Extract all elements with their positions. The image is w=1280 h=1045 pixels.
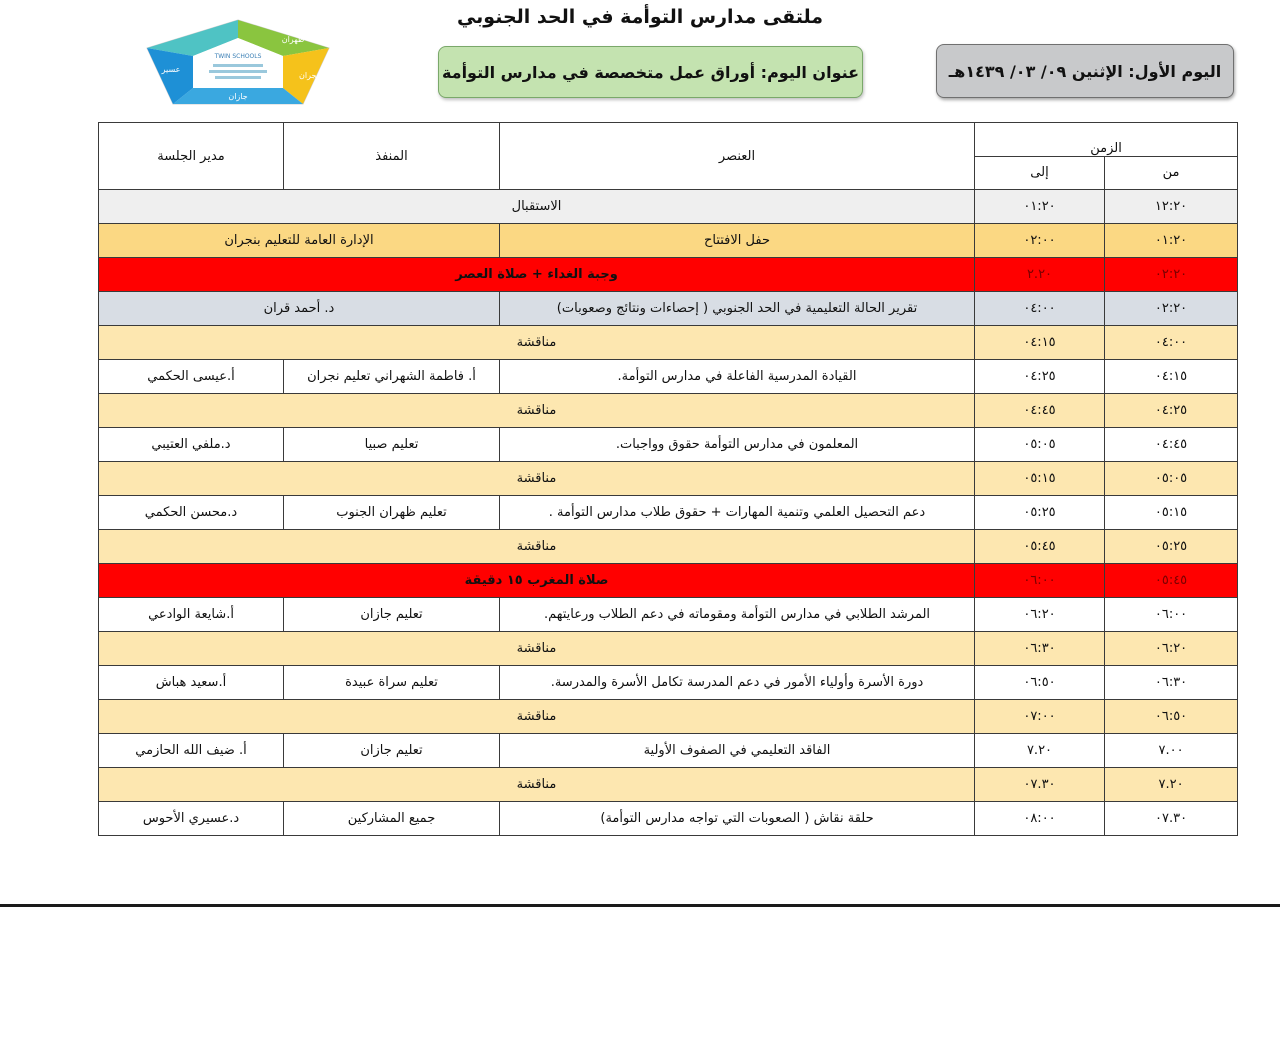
time-to: ٠٢:٠٠ — [975, 224, 1105, 258]
executor-cell: جميع المشاركين — [284, 802, 500, 836]
time-to: ٠٤:٢٥ — [975, 360, 1105, 394]
time-to: ٠٦:٣٠ — [975, 632, 1105, 666]
table-row — [99, 632, 1238, 666]
time-to: ٠٦:٢٠ — [975, 598, 1105, 632]
executor-cell: تعليم ظهران الجنوب — [284, 496, 500, 530]
table-row — [99, 598, 1238, 632]
item-cell: دورة الأسرة وأولياء الأمور في دعم المدرسة تكامل الأسرة والمدرسة. — [500, 666, 975, 700]
moderator-cell: د.محسن الحكمي — [99, 496, 284, 530]
day-topic-text: عنوان اليوم: أوراق عمل متخصصة في مدارس التوأمة — [441, 62, 860, 82]
moderator-cell: د.عسيري الأحوس — [99, 802, 284, 836]
time-to: ٠٧.٣٠ — [975, 768, 1105, 802]
day-date-box — [936, 44, 1234, 98]
table-row — [99, 666, 1238, 700]
time-to: ٠٨:٠٠ — [975, 802, 1105, 836]
time-from: ٧.٠٠ — [1105, 734, 1238, 768]
time-from: ٠١:٢٠ — [1105, 224, 1238, 258]
table-row — [99, 564, 1238, 598]
item-cell: مناقشة — [99, 530, 975, 564]
executor-cell: الإدارة العامة للتعليم بنجران — [99, 224, 500, 258]
item-cell: مناقشة — [99, 394, 975, 428]
item-cell: المرشد الطلابي في مدارس التوأمة ومقوماته في دعم الطلاب ورعايتهم. — [500, 598, 975, 632]
table-row — [99, 190, 1238, 224]
time-from: ٠٦:٠٠ — [1105, 598, 1238, 632]
table-row — [99, 462, 1238, 496]
item-cell: حفل الافتتاح — [500, 224, 975, 258]
moderator-cell: أ.شايعة الوادعي — [99, 598, 284, 632]
time-to: ٠٤:٠٠ — [975, 292, 1105, 326]
item-cell: دعم التحصيل العلمي وتنمية المهارات + حقوق طلاب مدارس التوأمة . — [500, 496, 975, 530]
table-row — [99, 700, 1238, 734]
time-from: ٠٥:١٥ — [1105, 496, 1238, 530]
executor-cell: تعليم جازان — [284, 598, 500, 632]
time-to: ٠٥:٠٥ — [975, 428, 1105, 462]
schedule-table — [98, 122, 1238, 836]
svg-text:TWIN SCHOOLS: TWIN SCHOOLS — [214, 53, 262, 60]
day-topic-box — [438, 46, 863, 98]
time-from: ٠٧.٣٠ — [1105, 802, 1238, 836]
item-cell: مناقشة — [99, 326, 975, 360]
table-row — [99, 768, 1238, 802]
header-item: العنصر — [500, 123, 975, 190]
logo-label-4: ظهران — [281, 35, 305, 44]
table-row — [99, 428, 1238, 462]
bottom-divider — [0, 904, 1280, 907]
header-moderator: مدير الجلسة — [99, 123, 284, 190]
table-row — [99, 530, 1238, 564]
moderator-cell: د.ملفي العتيبي — [99, 428, 284, 462]
table-row — [99, 258, 1238, 292]
table-row — [99, 292, 1238, 326]
table-row — [99, 734, 1238, 768]
header-executor: المنفذ — [284, 123, 500, 190]
item-cell: مناقشة — [99, 700, 975, 734]
table-row — [99, 326, 1238, 360]
item-cell: الفاقد التعليمي في الصفوف الأولية — [500, 734, 975, 768]
time-from: ١٢:٢٠ — [1105, 190, 1238, 224]
time-from: ٠٤:٢٥ — [1105, 394, 1238, 428]
executor-cell: تعليم جازان — [284, 734, 500, 768]
time-to: ٠٦:٥٠ — [975, 666, 1105, 700]
executor-cell: تعليم صبيا — [284, 428, 500, 462]
item-cell: وجبة الغداء + صلاة العصر — [99, 258, 975, 292]
time-from: ٠٦:٥٠ — [1105, 700, 1238, 734]
header-from: من — [1105, 156, 1238, 190]
time-to: ٠٤:١٥ — [975, 326, 1105, 360]
table-row — [99, 802, 1238, 836]
time-to: ٠١:٢٠ — [975, 190, 1105, 224]
logo-label-2: جازان — [228, 92, 248, 101]
item-cell: مناقشة — [99, 768, 975, 802]
time-from: ٠٢:٢٠ — [1105, 258, 1238, 292]
item-cell: الاستقبال — [99, 190, 975, 224]
time-from: ٠٥:٢٥ — [1105, 530, 1238, 564]
forum-logo-icon — [143, 18, 333, 108]
executor-cell: د. أحمد قران — [99, 292, 500, 326]
time-to: ٠٦:٠٠ — [975, 564, 1105, 598]
time-from: ٠٤:٤٥ — [1105, 428, 1238, 462]
executor-cell: أ. فاطمة الشهراني تعليم نجران — [284, 360, 500, 394]
time-to: ٠٧:٠٠ — [975, 700, 1105, 734]
item-cell: تقرير الحالة التعليمية في الحد الجنوبي ( إحصاءات ونتائج وصعوبات) — [500, 292, 975, 326]
item-cell: حلقة نقاش ( الصعوبات التي تواجه مدارس التوأمة) — [500, 802, 975, 836]
moderator-cell: أ. ضيف الله الحازمي — [99, 734, 284, 768]
time-from: ٠٤:٠٠ — [1105, 326, 1238, 360]
page-title: ملتقى مدارس التوأمة في الحد الجنوبي — [456, 6, 824, 28]
table-row — [99, 496, 1238, 530]
time-to: ٢.٢٠ — [975, 258, 1105, 292]
time-to: ٠٥:٤٥ — [975, 530, 1105, 564]
item-cell: مناقشة — [99, 632, 975, 666]
logo-label-3: عسير — [161, 65, 181, 74]
table-row — [99, 224, 1238, 258]
header-time: الزمن — [975, 123, 1238, 157]
item-cell: القيادة المدرسية الفاعلة في مدارس التوأمة. — [500, 360, 975, 394]
time-from: ٠٤:١٥ — [1105, 360, 1238, 394]
table-row — [99, 394, 1238, 428]
day-date-text: اليوم الأول: الإثنين ٠٩/ ٠٣/ ١٤٣٩هـ — [948, 61, 1222, 81]
time-to: ٠٤:٤٥ — [975, 394, 1105, 428]
item-cell: المعلمون في مدارس التوأمة حقوق وواجبات. — [500, 428, 975, 462]
time-from: ٠٥:٠٥ — [1105, 462, 1238, 496]
time-from: ٠٦:٣٠ — [1105, 666, 1238, 700]
moderator-cell: أ.عيسى الحكمي — [99, 360, 284, 394]
item-cell: صلاة المغرب ١٥ دقيقة — [99, 564, 975, 598]
time-from: ٠٦:٢٠ — [1105, 632, 1238, 666]
header-to: إلى — [975, 156, 1105, 190]
time-from: ٧.٢٠ — [1105, 768, 1238, 802]
moderator-cell: أ.سعيد هباش — [99, 666, 284, 700]
time-to: ٠٥:٢٥ — [975, 496, 1105, 530]
time-to: ٠٥:١٥ — [975, 462, 1105, 496]
time-to: ٧.٢٠ — [975, 734, 1105, 768]
time-from: ٠٢:٢٠ — [1105, 292, 1238, 326]
table-row — [99, 360, 1238, 394]
executor-cell: تعليم سراة عبيدة — [284, 666, 500, 700]
item-cell: مناقشة — [99, 462, 975, 496]
logo-label-1: نجران — [299, 71, 319, 80]
time-from: ٠٥:٤٥ — [1105, 564, 1238, 598]
header-row — [99, 123, 1238, 157]
